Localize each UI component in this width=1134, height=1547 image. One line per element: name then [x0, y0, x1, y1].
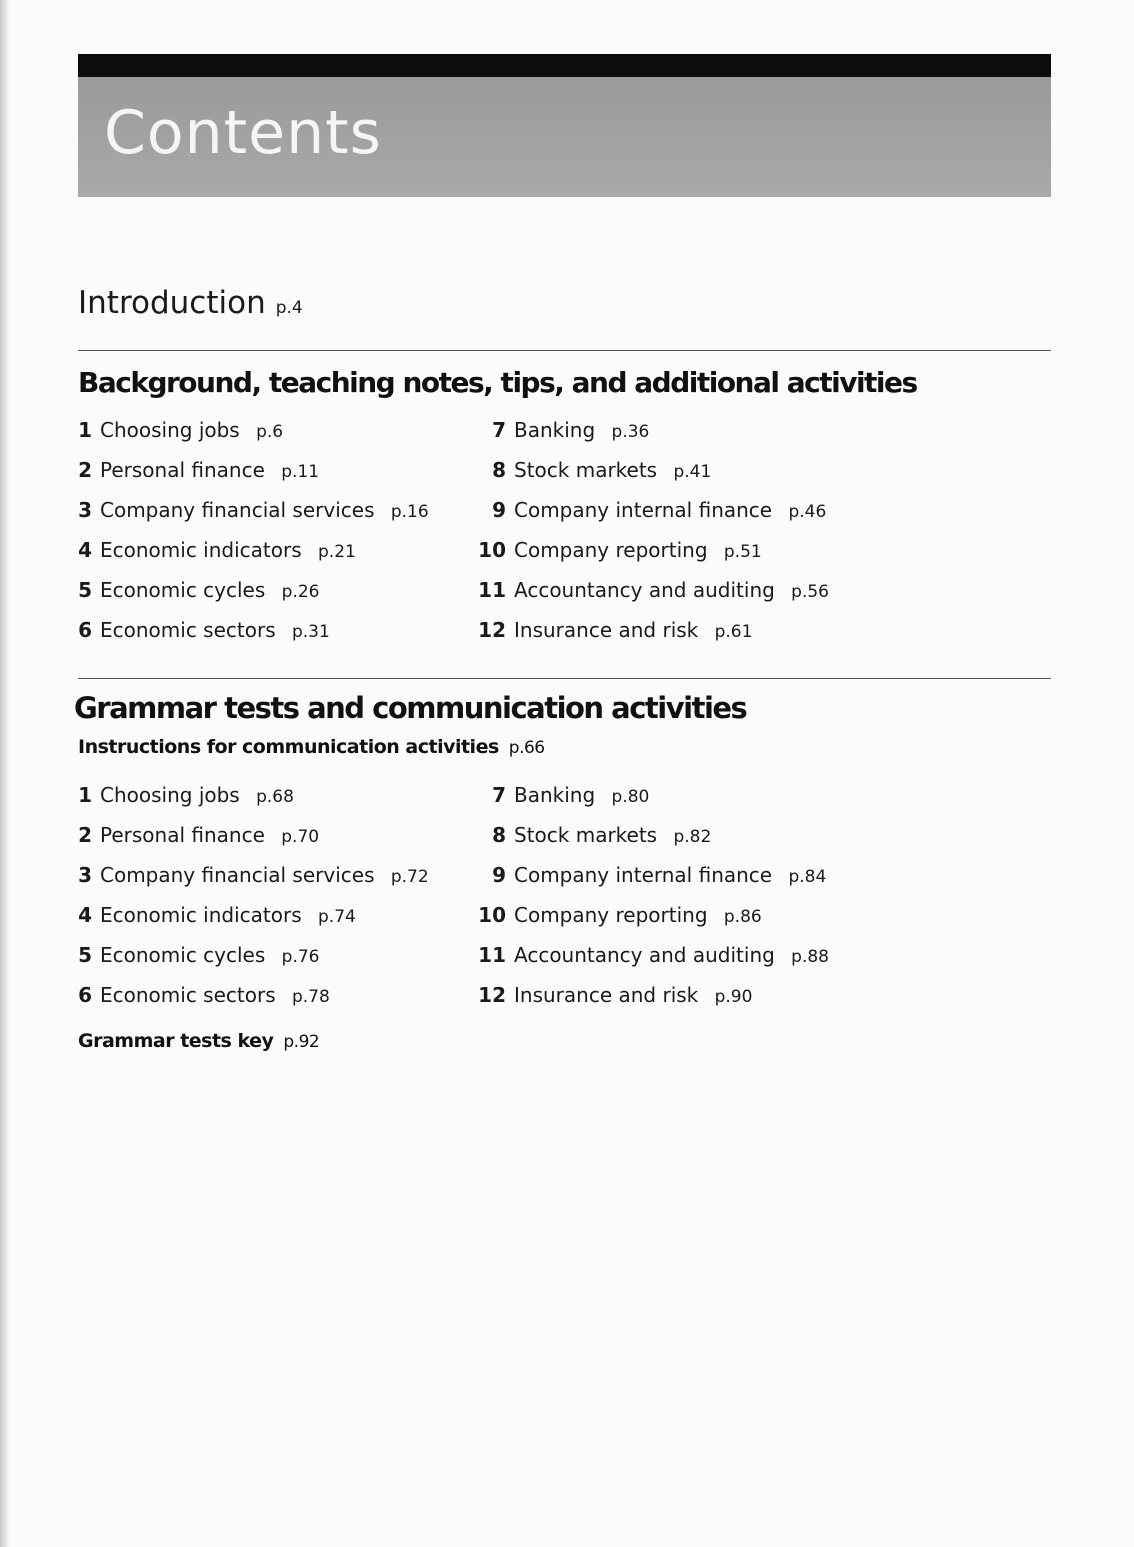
section-divider: [78, 350, 1051, 351]
entry-page: p.46: [788, 502, 827, 522]
toc-entry[interactable]: [478, 578, 829, 602]
entry-page: p.72: [390, 867, 429, 887]
entry-number: 6: [78, 618, 92, 642]
entry-label: Company reporting: [514, 903, 708, 927]
entry-page: p.74: [318, 907, 356, 927]
entry-label: Choosing jobs: [100, 418, 240, 442]
entry-page: p.70: [281, 827, 320, 847]
toc-entry[interactable]: [78, 863, 429, 887]
entry-label: Economic cycles: [100, 943, 266, 967]
entry-label: Accountancy and auditing: [514, 943, 775, 967]
toc-entry[interactable]: [78, 783, 294, 807]
toc-entry[interactable]: [78, 578, 319, 602]
entry-number: 12: [478, 983, 506, 1007]
entry-page: p.90: [714, 987, 753, 1007]
entry-number: 11: [478, 578, 506, 602]
entry-page: p.31: [291, 622, 330, 642]
entry-page: p.61: [714, 622, 753, 642]
entry-page: p.86: [723, 907, 762, 927]
instructions-page: p.66: [508, 738, 545, 758]
entry-page: p.80: [611, 787, 650, 807]
entry-number: 5: [78, 943, 92, 967]
entry-number: 4: [78, 538, 92, 562]
toc-entry[interactable]: [78, 983, 330, 1007]
entry-label: Economic indicators: [100, 903, 302, 927]
entry-label: Company reporting: [514, 538, 708, 562]
toc-entry[interactable]: [478, 863, 826, 887]
toc-grammar-key[interactable]: [78, 1030, 319, 1052]
toc-entry[interactable]: [478, 943, 829, 967]
entry-label: Insurance and risk: [514, 983, 699, 1007]
entry-number: 8: [492, 458, 506, 482]
section-title-grammar: Grammar tests and communication activities: [74, 691, 747, 725]
entry-page: p.68: [256, 787, 294, 807]
toc-entry[interactable]: [78, 498, 429, 522]
page-gutter-shadow: [0, 0, 10, 1547]
toc-entry[interactable]: [478, 823, 711, 847]
toc-entry[interactable]: [78, 903, 356, 927]
entry-label: Economic indicators: [100, 538, 302, 562]
entry-number: 12: [478, 618, 506, 642]
entry-page: p.56: [791, 582, 829, 602]
entry-page: p.76: [281, 947, 320, 967]
toc-entry[interactable]: [78, 458, 319, 482]
entry-label: Insurance and risk: [514, 618, 699, 642]
toc-entry[interactable]: [78, 823, 319, 847]
entry-label: Accountancy and auditing: [514, 578, 775, 602]
entry-number: 3: [78, 863, 92, 887]
introduction-label: Introduction: [78, 285, 266, 321]
toc-introduction[interactable]: [78, 285, 303, 321]
entry-number: 10: [478, 538, 506, 562]
entry-number: 6: [78, 983, 92, 1007]
toc-entry[interactable]: [478, 418, 649, 442]
entry-page: p.16: [390, 502, 429, 522]
entry-number: 5: [78, 578, 92, 602]
toc-entry[interactable]: [78, 538, 356, 562]
toc-instructions[interactable]: [78, 736, 545, 758]
entry-label: Economic sectors: [100, 983, 276, 1007]
entry-page: p.88: [791, 947, 829, 967]
toc-entry[interactable]: [78, 618, 330, 642]
entry-label: Company internal finance: [514, 863, 773, 887]
entry-number: 9: [492, 498, 506, 522]
toc-entry[interactable]: [478, 783, 649, 807]
header-black-bar: [78, 54, 1051, 77]
entry-number: 7: [492, 418, 506, 442]
entry-number: 11: [478, 943, 506, 967]
entry-label: Economic cycles: [100, 578, 266, 602]
entry-page: p.36: [611, 422, 650, 442]
page-title: Contents: [104, 98, 382, 168]
toc-entry[interactable]: [78, 943, 319, 967]
toc-entry[interactable]: [478, 618, 752, 642]
entry-number: 4: [78, 903, 92, 927]
toc-entry[interactable]: [478, 458, 711, 482]
entry-label: Company financial services: [100, 498, 375, 522]
section-title-background: Background, teaching notes, tips, and additional activities: [78, 366, 917, 399]
entry-page: p.84: [788, 867, 827, 887]
entry-page: p.21: [318, 542, 356, 562]
toc-entry[interactable]: [478, 498, 826, 522]
entry-number: 3: [78, 498, 92, 522]
entry-page: p.82: [673, 827, 712, 847]
entry-number: 9: [492, 863, 506, 887]
entry-number: 8: [492, 823, 506, 847]
entry-label: Banking: [514, 418, 596, 442]
entry-page: p.6: [256, 422, 284, 442]
grammar-key-label: Grammar tests key: [78, 1030, 274, 1052]
entry-label: Company internal finance: [514, 498, 773, 522]
entry-label: Economic sectors: [100, 618, 276, 642]
entry-number: 2: [78, 823, 92, 847]
entry-label: Stock markets: [514, 458, 658, 482]
entry-page: p.51: [723, 542, 762, 562]
entry-number: 2: [78, 458, 92, 482]
entry-page: p.11: [281, 462, 320, 482]
entry-label: Personal finance: [100, 823, 265, 847]
entry-number: 7: [492, 783, 506, 807]
entry-label: Company financial services: [100, 863, 375, 887]
entry-label: Personal finance: [100, 458, 265, 482]
introduction-page: p.4: [275, 298, 303, 318]
entry-label: Choosing jobs: [100, 783, 240, 807]
entry-number: 1: [78, 783, 92, 807]
entry-number: 10: [478, 903, 506, 927]
toc-entry[interactable]: [78, 418, 283, 442]
toc-entry[interactable]: [478, 538, 762, 562]
entry-page: p.26: [281, 582, 320, 602]
toc-entry[interactable]: [478, 983, 752, 1007]
section-divider: [78, 678, 1051, 679]
toc-entry[interactable]: [478, 903, 762, 927]
instructions-label: Instructions for communication activities: [78, 736, 499, 758]
entry-number: 1: [78, 418, 92, 442]
grammar-key-page: p.92: [283, 1032, 320, 1052]
entry-page: p.41: [673, 462, 712, 482]
entry-label: Stock markets: [514, 823, 658, 847]
entry-page: p.78: [291, 987, 330, 1007]
entry-label: Banking: [514, 783, 596, 807]
